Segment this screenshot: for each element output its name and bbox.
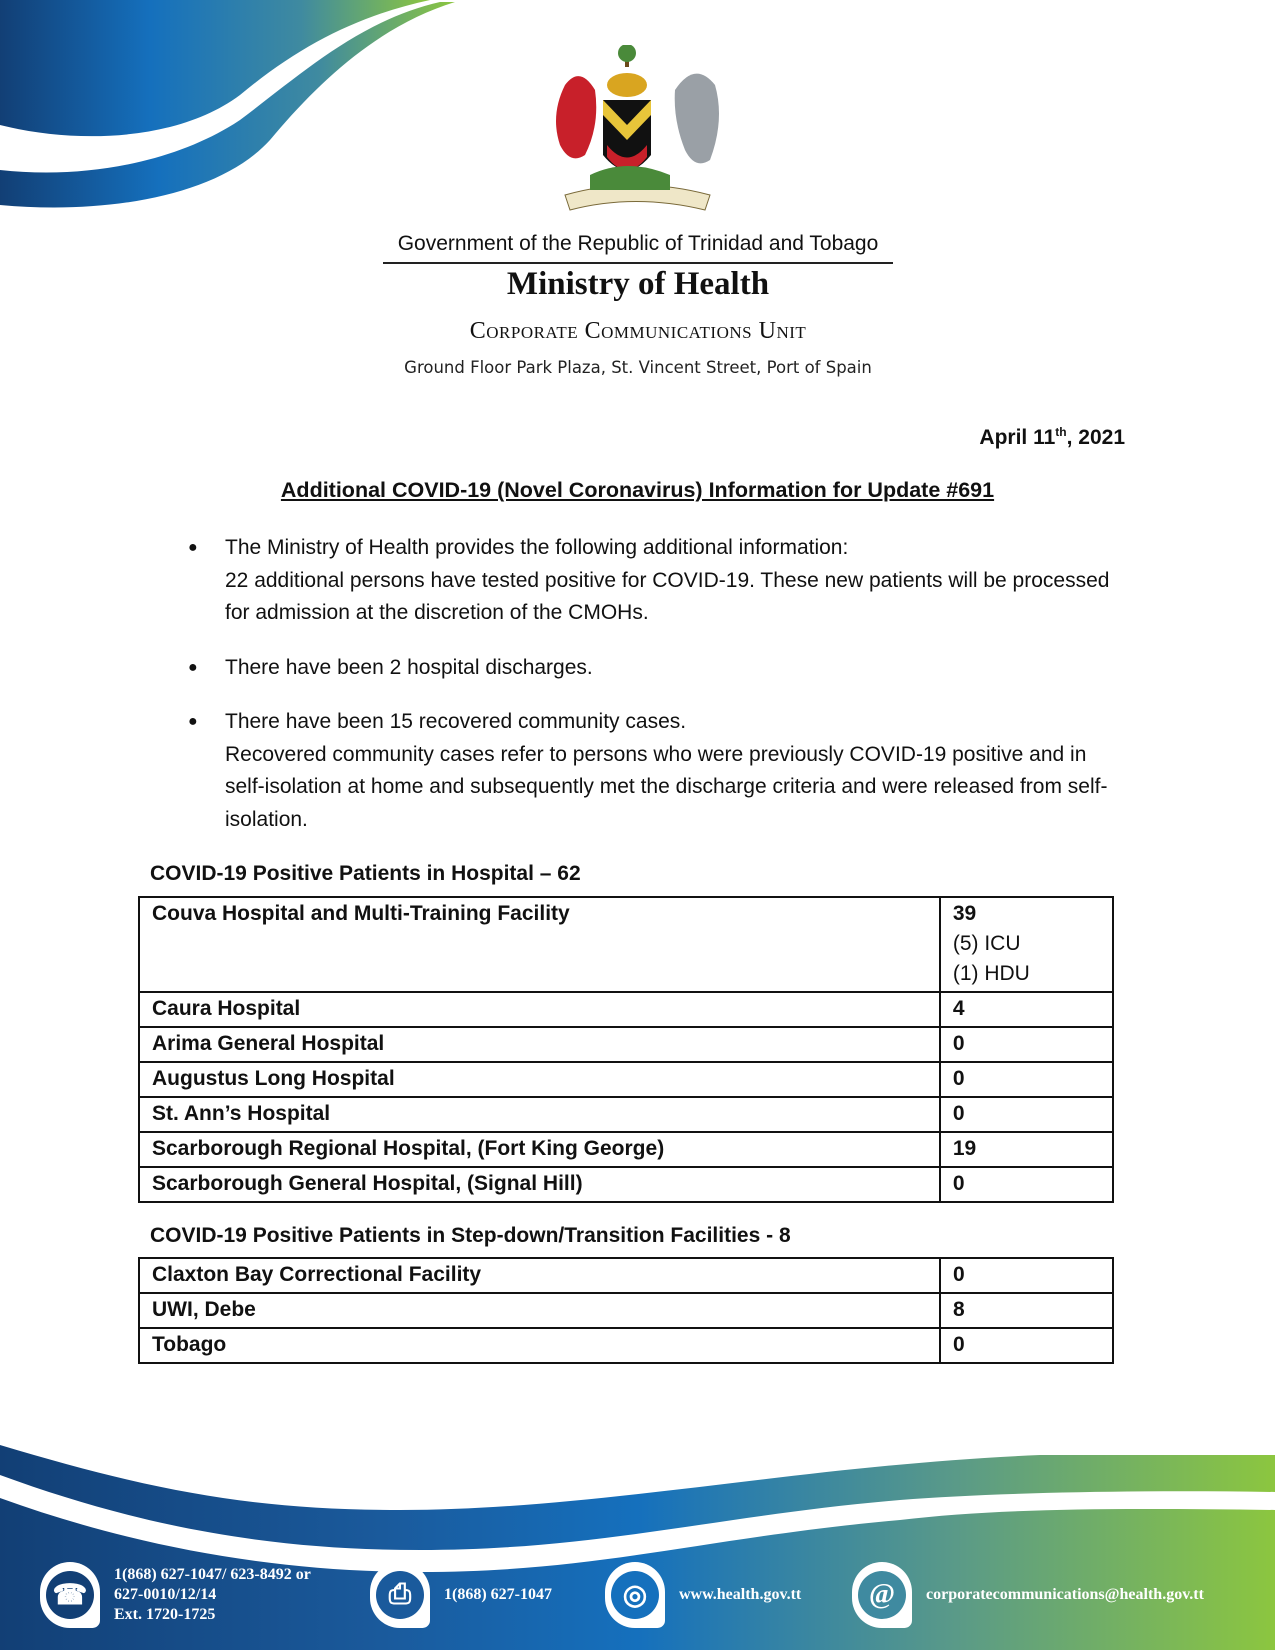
footer-fax: ⎙ 1(868) 627-1047: [370, 1560, 552, 1630]
globe-icon: ◎: [611, 1571, 659, 1619]
bullet-item: ● There have been 2 hospital discharges.: [185, 652, 1125, 685]
table-row: Arima General Hospital 0: [139, 1027, 1113, 1062]
fax-icon: ⎙: [376, 1571, 424, 1619]
bullet-icon: ●: [188, 539, 198, 556]
bullet-list: [185, 532, 1125, 858]
bullet-icon: ●: [188, 713, 198, 730]
unit-name: Corporate Communications Unit: [469, 318, 807, 344]
table-row: Caura Hospital 4: [139, 992, 1113, 1027]
document-date: April 11th, 2021: [979, 425, 1125, 449]
table-row: St. Ann’s Hospital 0: [139, 1097, 1113, 1132]
table-row: UWI, Debe 8: [139, 1293, 1113, 1328]
table-row: Couva Hospital and Multi-Training Facility 39 (5) ICU (1) HDU: [139, 897, 1113, 992]
email-icon: @: [858, 1571, 906, 1619]
stepdown-table: [138, 1257, 1114, 1364]
phone-icon: ☎: [46, 1571, 94, 1619]
header-divider: [383, 262, 893, 264]
hospital-table-title: COVID-19 Positive Patients in Hospital – 62: [150, 862, 581, 885]
update-title: Additional COVID-19 (Novel Coronavirus) Information for Update #691: [280, 478, 995, 502]
table-row: Scarborough General Hospital, (Signal Hill) 0: [139, 1167, 1113, 1202]
table-row: Claxton Bay Correctional Facility 0: [139, 1258, 1113, 1293]
table-row: Tobago 0: [139, 1328, 1113, 1363]
hospital-table: [138, 896, 1114, 1203]
table-row: Augustus Long Hospital 0: [139, 1062, 1113, 1097]
government-line: Government of the Republic of Trinidad and Tobago: [397, 232, 879, 255]
footer-website: ◎ www.health.gov.tt: [605, 1560, 801, 1630]
bullet-item: ● The Ministry of Health provides the following additional information: 22 additional persons have tested positive for COVID-19. These new patients will be processed for admission at the discretion of the CMOHs.: [185, 532, 1125, 630]
table-row: Scarborough Regional Hospital, (Fort King George) 19: [139, 1132, 1113, 1167]
bullet-icon: ●: [188, 658, 198, 676]
ministry-name: Ministry of Health: [506, 266, 770, 302]
footer-email: @ corporatecommunications@health.gov.tt: [852, 1560, 1204, 1630]
ministry-address: Ground Floor Park Plaza, St. Vincent Street, Port of Spain: [404, 358, 872, 377]
header-wave-decoration: [0, 0, 460, 220]
bullet-item: ● There have been 15 recovered community cases. Recovered community cases refer to persons who were previously COVID-19 positive and in self-isolation at home and subsequently met the discharge criteria and were released from self-isolation.: [185, 706, 1125, 836]
footer-phone: ☎ 1(868) 627-1047/ 623-8492 or 627-0010/12/14 Ext. 1720-1725: [40, 1560, 311, 1630]
stepdown-table-title: COVID-19 Positive Patients in Step-down/Transition Facilities - 8: [150, 1224, 791, 1247]
coat-of-arms-icon: [545, 45, 730, 225]
